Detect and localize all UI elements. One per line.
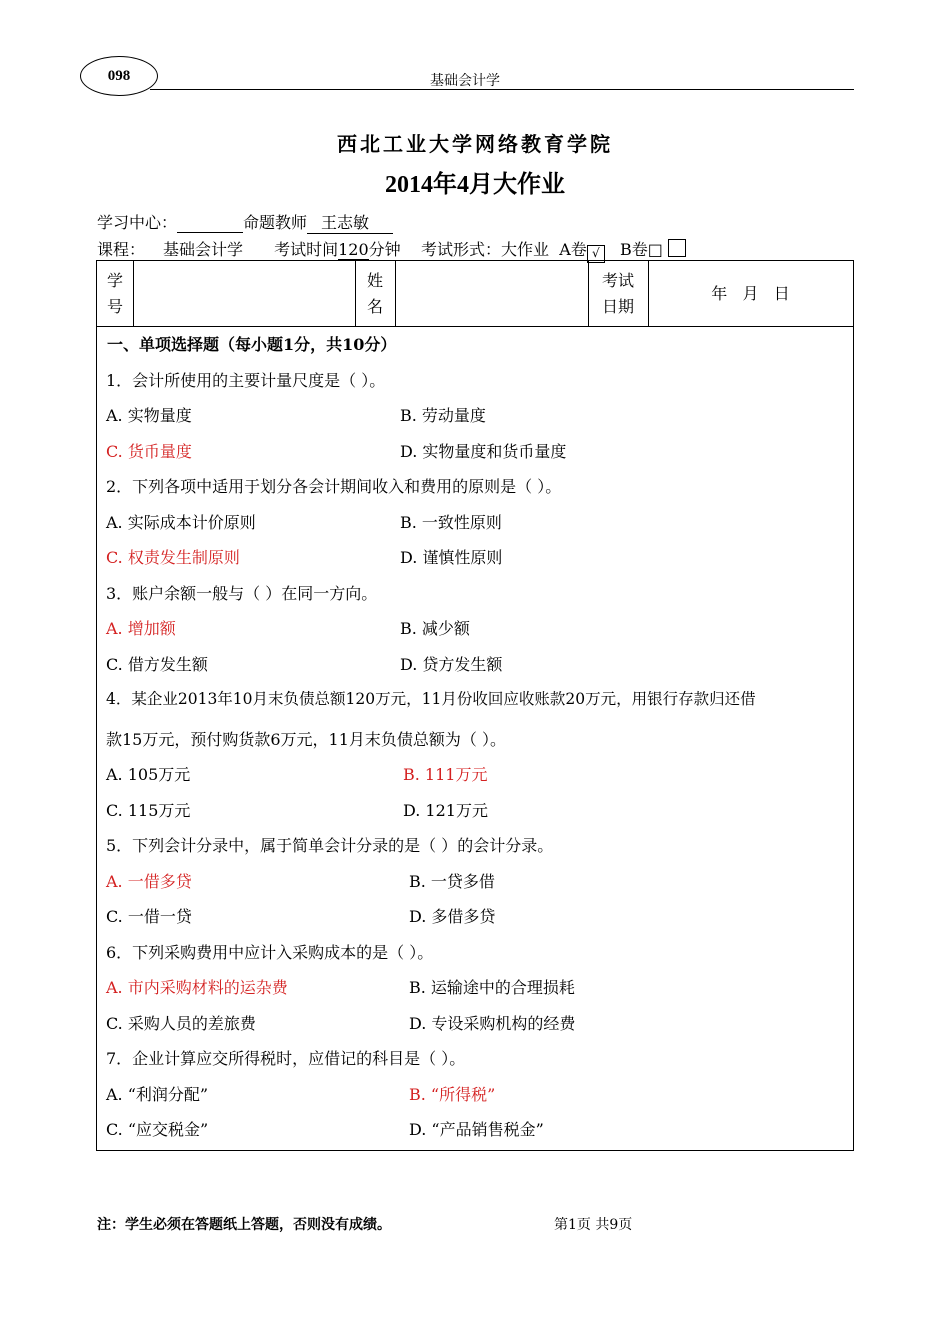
option-b-answer: B. 111万元 bbox=[403, 765, 488, 784]
option-b: B. 减少额 bbox=[400, 619, 470, 638]
option-d: D. 实物量度和货币量度 bbox=[400, 442, 567, 461]
question-stem: 4．某企业2013年10月末负债总额120万元，11月份收回应收账款20万元，用银行存款归还借 bbox=[106, 690, 756, 708]
student-id-field[interactable] bbox=[133, 261, 355, 327]
paper-a-label: A卷 bbox=[559, 240, 587, 259]
option-a-answer: A. 一借多贷 bbox=[106, 872, 192, 891]
paper-b-label: B卷□ bbox=[620, 240, 663, 259]
option-c: C. 采购人员的差旅费 bbox=[106, 1014, 256, 1033]
study-center-label: 学习中心： bbox=[97, 213, 178, 232]
option-c-answer: C. 权责发生制原则 bbox=[106, 548, 240, 567]
option-a: A. 实物量度 bbox=[106, 406, 192, 425]
student-name-field[interactable] bbox=[395, 261, 588, 327]
option-b: B. 一贷多借 bbox=[409, 872, 495, 891]
exam-time-label: 考试时间 bbox=[274, 240, 339, 259]
question-stem: 7．企业计算应交所得税时，应借记的科目是（ ）。 bbox=[106, 1049, 466, 1068]
option-d: D. 多借多贷 bbox=[409, 907, 496, 926]
option-c: C. “应交税金” bbox=[106, 1120, 209, 1139]
question-stem-continued: 款15万元，预付购货款6万元，11月末负债总额为（ ）。 bbox=[106, 730, 506, 749]
option-d: D. “产品销售税金” bbox=[409, 1120, 544, 1139]
option-d: D. 专设采购机构的经费 bbox=[409, 1014, 576, 1033]
question-stem: 1．会计所使用的主要计量尺度是（ ）。 bbox=[106, 371, 386, 390]
exam-date-value: 年 月 日 bbox=[711, 284, 790, 303]
option-b: B. 劳动量度 bbox=[400, 406, 486, 425]
option-c-answer: C. 货币量度 bbox=[106, 442, 192, 461]
question-stem: 2．下列各项中适用于划分各会计期间收入和费用的原则是（ ）。 bbox=[106, 477, 562, 496]
option-c: C. 借方发生额 bbox=[106, 655, 208, 674]
info-line-1 bbox=[97, 210, 393, 234]
option-b-answer: B. “所得税” bbox=[409, 1085, 496, 1104]
header-course-name: 基础会计学 bbox=[430, 73, 500, 89]
question-stem: 5．下列会计分录中，属于简单会计分录的是（ ）的会计分录。 bbox=[106, 836, 554, 855]
option-c: C. 一借一贷 bbox=[106, 907, 192, 926]
exam-time-value: 120 bbox=[338, 240, 369, 259]
option-a: A. 105万元 bbox=[106, 765, 191, 784]
question-stem: 3．账户余额一般与（ ）在同一方向。 bbox=[106, 584, 378, 603]
option-a-answer: A. 增加额 bbox=[106, 619, 176, 638]
assignment-title: 2014年4月大作业 bbox=[385, 172, 565, 198]
paper-a-checkbox[interactable]: √ bbox=[587, 245, 605, 263]
institution-title: 西北工业大学网络教育学院 bbox=[337, 132, 613, 156]
paper-b-checkbox[interactable] bbox=[668, 239, 686, 257]
option-d: D. 谨慎性原则 bbox=[400, 548, 503, 567]
course-value: 基础会计学 bbox=[145, 237, 269, 261]
paper-code: 098 bbox=[107, 67, 131, 84]
question-stem: 6．下列采购费用中应计入采购成本的是（ ）。 bbox=[106, 943, 434, 962]
teacher-name: 王志敏 bbox=[307, 210, 393, 234]
header-rule bbox=[150, 89, 854, 90]
course-label: 课程： bbox=[97, 240, 146, 259]
option-a: A. “利润分配” bbox=[106, 1085, 209, 1104]
section-title: 一、单项选择题（每小题1分，共10分） bbox=[107, 335, 397, 354]
option-c: C. 115万元 bbox=[106, 801, 191, 820]
exam-form-label: 考试形式：大作业 bbox=[421, 240, 550, 259]
student-id-label: 学 号 bbox=[106, 271, 123, 316]
footer-note: 注：学生必须在答题纸上答题，否则没有成绩。 bbox=[97, 1217, 391, 1233]
teacher-label: 命题教师 bbox=[243, 213, 308, 232]
study-center-field[interactable] bbox=[177, 213, 243, 233]
exam-date-label: 考试 日期 bbox=[601, 271, 634, 316]
option-a: A. 实际成本计价原则 bbox=[106, 513, 256, 532]
exam-time-unit: 分钟 bbox=[368, 240, 401, 259]
paper-code-oval bbox=[80, 56, 158, 96]
student-name-label: 姓 名 bbox=[366, 271, 383, 316]
option-b: B. 运输途中的合理损耗 bbox=[409, 978, 575, 997]
page-number: 第1页 共9页 bbox=[554, 1217, 633, 1233]
option-d: D. 121万元 bbox=[403, 801, 488, 820]
option-d: D. 贷方发生额 bbox=[400, 655, 503, 674]
option-b: B. 一致性原则 bbox=[400, 513, 502, 532]
student-info-table bbox=[96, 260, 854, 327]
option-a-answer: A. 市内采购材料的运杂费 bbox=[106, 978, 288, 997]
